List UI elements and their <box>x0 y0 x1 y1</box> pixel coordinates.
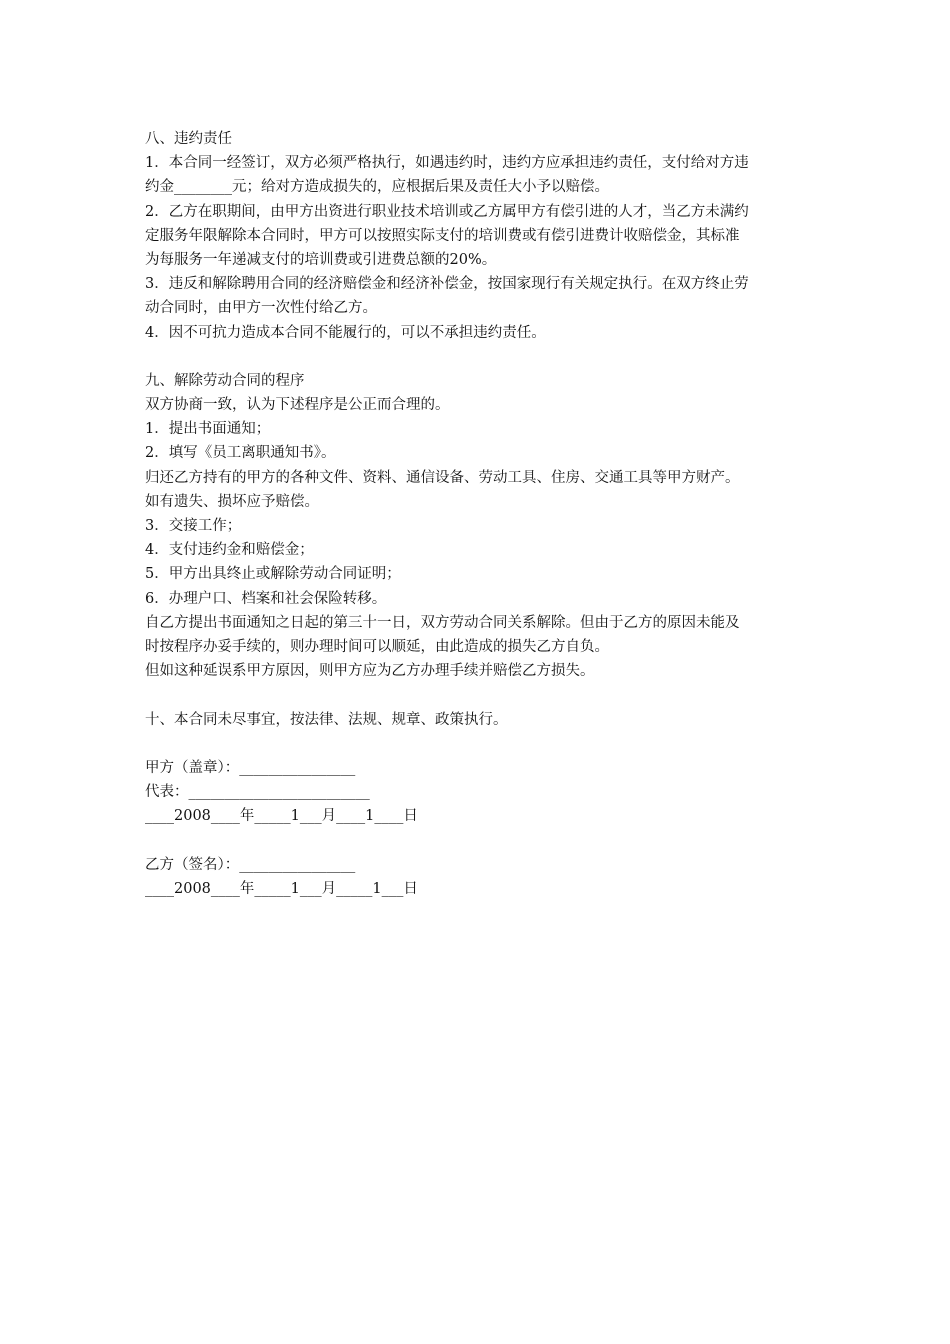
section-8-line: 2．乙方在职期间，由甲方出资进行职业技术培训或乙方属甲方有偿引进的人才，当乙方未满约 <box>145 203 749 220</box>
spacer <box>145 683 815 707</box>
section-9-line: 6．办理户口、档案和社会保险转移。 <box>145 590 387 607</box>
section-9-line: 归还乙方持有的甲方的各种文件、资料、通信设备、劳动工具、住房、交通工具等甲方财产。 <box>145 469 740 486</box>
section-9-line: 如有遗失、损坏应予赔偿。 <box>145 493 319 510</box>
section-8-line: 4．因不可抗力造成本合同不能履行的，可以不承担违约责任。 <box>145 324 546 341</box>
section-8-line: 3．违反和解除聘用合同的经济赔偿金和经济补偿金，按国家现行有关规定执行。在双方终止劳 <box>145 276 749 293</box>
spacer <box>145 828 815 852</box>
party-a-seal-line: 甲方（盖章）：________________ <box>145 759 356 776</box>
section-8-line: 定服务年限解除本合同时，甲方可以按照实际支付的培训费或有偿引进费计收赔偿金，其标准 <box>145 227 740 244</box>
section-8-line: 1．本合同一经签订，双方必须严格执行，如遇违约时，违约方应承担违约责任，支付给对方违 <box>145 155 749 172</box>
section-9-line: 1．提出书面通知； <box>145 421 271 438</box>
party-b-signature-line: 乙方（签名）：________________ <box>145 856 356 873</box>
section-9-line: 4．支付违约金和赔偿金； <box>145 542 314 559</box>
section-9-title: 九、解除劳动合同的程序 <box>145 372 305 389</box>
section-9-line: 时按程序办妥手续的，则办理时间可以顺延，由此造成的损失乙方自负。 <box>145 638 609 655</box>
party-a-representative-line: 代表：_________________________ <box>145 784 370 801</box>
document-content <box>145 127 815 901</box>
section-10-title: 十、本合同未尽事宜，按法律、法规、规章、政策执行。 <box>145 711 508 728</box>
section-9-line: 但如这种延误系甲方原因，则甲方应为乙方办理手续并赔偿乙方损失。 <box>145 663 595 680</box>
party-b-date-line: ____2008____年_____1___月_____1___日 <box>145 880 418 897</box>
section-9-line: 3．交接工作； <box>145 518 242 534</box>
spacer <box>145 732 815 756</box>
section-9-line: 2．填写《员工离职通知书》。 <box>145 445 336 462</box>
section-8-line: 为每服务一年递减支付的培训费或引进费总额的20%。 <box>145 251 497 268</box>
section-8-line: 动合同时，由甲方一次性付给乙方。 <box>145 300 377 317</box>
section-8-line: 约金________元；给对方造成损失的，应根据后果及责任大小予以赔偿。 <box>145 179 609 196</box>
section-9-line: 自乙方提出书面通知之日起的第三十一日，双方劳动合同关系解除。但由于乙方的原因未能及 <box>145 614 740 631</box>
section-9-line: 双方协商一致，认为下述程序是公正而合理的。 <box>145 397 450 414</box>
section-9-line: 5．甲方出具终止或解除劳动合同证明； <box>145 566 401 583</box>
section-8-title: 八、违约责任 <box>145 131 232 147</box>
party-a-date-line: ____2008____年_____1___月____1____日 <box>145 808 418 825</box>
spacer <box>145 345 815 369</box>
